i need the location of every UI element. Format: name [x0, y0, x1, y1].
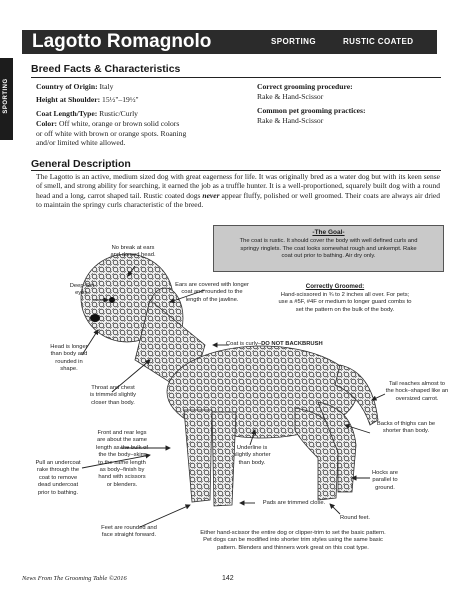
- note-head-line-2: than body and: [50, 351, 88, 358]
- correctly-groomed-text: [246, 292, 444, 314]
- note-eyes: [62, 283, 102, 298]
- note-pet-trim-line-3: pattern. Blenders and thinners work great on this coat type.: [217, 544, 369, 551]
- note-head-line-1: Head is longer: [50, 344, 88, 350]
- note-eyes-line-2: eyes.: [75, 290, 89, 297]
- note-no-break-line-2: and domed head.: [110, 252, 156, 259]
- facts-heading: Breed Facts & Characteristics: [31, 63, 181, 75]
- fact-coat-value: Rustic/Curly: [99, 109, 138, 118]
- note-legs-line-5: to the same length: [98, 459, 146, 466]
- note-pull-line-4: dead undercoat: [37, 482, 79, 489]
- fact-color-value-3: and/or limited white allowed.: [36, 138, 126, 148]
- note-feet-line-1: Feet are rounded and: [101, 525, 157, 531]
- description-heading: General Description: [31, 158, 131, 170]
- note-legs-line-1: Front and rear legs: [97, 430, 147, 436]
- note-feet-line-2: face straight forward.: [101, 532, 157, 539]
- dog-nose: [90, 314, 100, 322]
- note-pet-trim-line-2: Pet dogs can be modified into shorter trim styles using the same basic: [203, 537, 383, 544]
- note-underline: [222, 445, 282, 467]
- coat-goal-title: -The Goal-: [312, 229, 345, 236]
- note-ears: [166, 282, 258, 304]
- note-tail: [382, 381, 452, 403]
- fact-country-label: Country of Origin:: [36, 82, 98, 91]
- note-ears-line-3: length of the jawline.: [185, 296, 239, 303]
- note-backs-thighs-line-1: Backs of thighs can be: [376, 421, 436, 427]
- note-pull-line-3: coat to remove: [38, 474, 78, 481]
- note-underline-line-1: Underline is: [236, 445, 268, 451]
- fact-height-label: Height at Shoulder:: [36, 95, 101, 104]
- note-no-break-line-1: No break at ears: [111, 245, 155, 251]
- note-no-break: [98, 245, 168, 260]
- note-throat-line-2: is trimmed slightly: [89, 392, 137, 399]
- note-throat-line-1: Throat and chest: [91, 385, 135, 391]
- dog-front-leg-1: [184, 410, 212, 502]
- note-hocks-line-2: parallel to: [372, 477, 398, 484]
- note-coat-curly: [226, 341, 356, 348]
- coat-goal-line-3: coat out prior to bathing. Air dry only.: [281, 253, 376, 260]
- correctly-groomed-line-1: Hand-scissored in ¾ to 2 inches all over. For pets;: [280, 292, 410, 298]
- note-eyes-line-1: Deep-Set: [69, 283, 95, 289]
- coat-goal-line-2: springy ringlets. The coat looks somewhat rough and unkempt. Rake: [240, 245, 417, 252]
- coat-goal-line-1: The coat is rustic. It should cover the body with well defined curls and: [239, 238, 418, 244]
- note-underline-line-2: slightly shorter: [233, 452, 271, 459]
- note-legs: [90, 430, 154, 489]
- note-ears-line-1: Ears are covered with longer: [175, 282, 249, 288]
- sidebar-section-label: SPORTING: [3, 78, 9, 114]
- note-pull-line-5: prior to bathing.: [37, 489, 79, 496]
- coat-type-label: RUSTIC COATED: [343, 37, 414, 46]
- description-text-b: appear fluffy, polished or well groomed. Their coats are always air dried to maintain the springy curls characteristic of the breed.: [36, 190, 440, 210]
- note-tail-line-1: Tail reaches almost to: [388, 381, 446, 387]
- note-legs-line-7: hand with scissors: [98, 474, 146, 481]
- fact-height-value: 15½"–19½": [102, 95, 139, 104]
- correctly-groomed-title: Correctly Groomed:: [305, 283, 365, 290]
- note-head: [48, 344, 90, 374]
- note-throat-line-3: closer than body.: [91, 399, 135, 406]
- fact-color-value-1: Off white, orange or brown solid colors: [59, 119, 180, 128]
- fact-coat-label: Coat Length/Type:: [36, 109, 98, 118]
- note-pads: Pads are trimmed close.: [262, 500, 326, 506]
- note-feet: [94, 525, 164, 540]
- dog-eye: [109, 297, 115, 303]
- correctly-groomed-line-3: set the pattern on the bulk of the body.: [295, 306, 395, 313]
- arrow-feet: [140, 505, 190, 527]
- note-hocks: [362, 470, 408, 492]
- note-tail-line-3: oversized carrot.: [395, 395, 439, 402]
- note-pet-trim-line-1: Either hand-scissor the entire dog or clipper-trim to set the basic pattern.: [200, 530, 386, 536]
- note-hocks-line-1: Hocks are: [371, 470, 399, 476]
- note-round-feet: Round feet.: [340, 515, 370, 521]
- fact-common-label: Common pet grooming practices:: [257, 106, 366, 115]
- note-pull-line-1: Pull an undercoat: [35, 460, 81, 466]
- note-coat-curly-warning: DO NOT BACKBRUSH: [261, 341, 323, 347]
- note-legs-line-3: length as the bulk of: [96, 444, 148, 451]
- note-tail-line-2: the hock–shaped like an: [385, 388, 449, 395]
- footer-source: News From The Grooming Table ©2016: [22, 575, 127, 582]
- fact-country-value: Italy: [99, 82, 114, 91]
- note-legs-line-8: or blenders.: [106, 481, 138, 488]
- description-text-a: The Lagotto is an active, medium sized dog with great eagerness for life. It was originally bred as a water dog but with its keen sense of smell, and strong ability for searching, it earned the job as a truffle hunter. It is a well-proportioned, squarely built dog with a round head and a long, carrot shaped tail. Rustic coated dogs: [36, 172, 440, 200]
- note-legs-line-6: as body–finish by: [99, 467, 145, 474]
- fact-color-value-2: or off white with brown or orange spots. Roaning: [36, 128, 187, 138]
- breed-group-label: SPORTING: [271, 37, 316, 46]
- note-throat: [84, 385, 142, 407]
- fact-color-label: Color:: [36, 119, 58, 128]
- fact-grooming-label: Correct grooming procedure:: [257, 82, 353, 91]
- breed-title: Lagotto Romagnolo: [32, 31, 212, 52]
- description-never: never: [202, 190, 220, 200]
- note-underline-line-3: than body.: [238, 459, 266, 466]
- note-coat-curly-line-1: Coat is curly–: [226, 341, 262, 347]
- note-legs-line-4: the the body–skim: [98, 452, 146, 459]
- note-ears-line-2: coat and rounded to the: [181, 289, 243, 296]
- correctly-groomed-line-2: use a #5F, #4F or medium to longer guard combs to: [278, 299, 412, 306]
- fact-grooming-value: Rake & Hand-Scissor: [257, 91, 324, 101]
- coat-goal-text: [222, 238, 435, 261]
- note-pull-line-2: rake through the: [36, 467, 80, 474]
- note-legs-line-2: are about the same: [97, 437, 147, 444]
- note-pet-trim: [168, 530, 418, 552]
- fact-common-value: Rake & Hand-Scissor: [257, 115, 324, 125]
- note-backs-thighs-line-2: shorter than body.: [382, 428, 430, 435]
- note-head-line-3: rounded in: [55, 358, 83, 365]
- coat-goal-box: [213, 225, 444, 272]
- note-backs-thighs: [366, 421, 446, 436]
- note-head-line-4: shape.: [60, 366, 78, 373]
- page-number: 142: [222, 575, 234, 582]
- note-hocks-line-3: ground.: [375, 484, 395, 491]
- note-pull-undercoat: [30, 460, 86, 497]
